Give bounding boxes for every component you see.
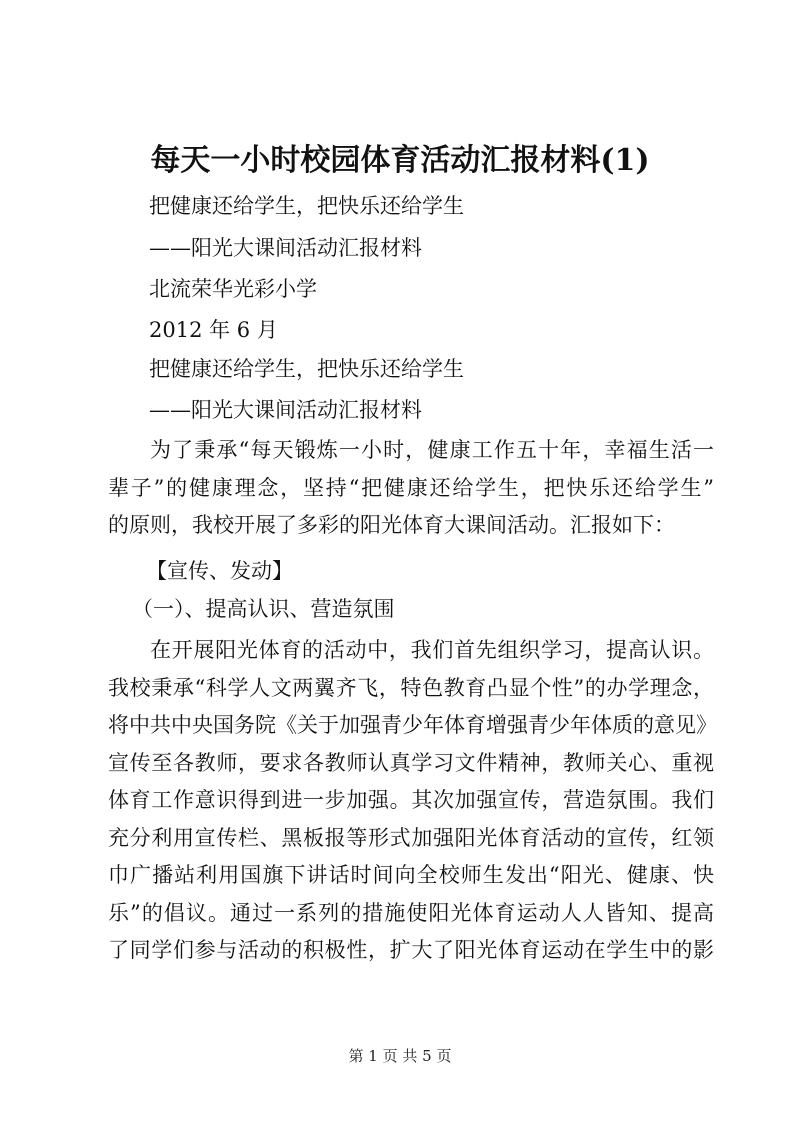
slogan-line: 把健康还给学生，把快乐还给学生	[149, 194, 464, 218]
intro-line: 为了秉承“每天锻炼一小时，健康工作五十年，幸福生活一	[150, 438, 714, 462]
body-paragraph	[108, 632, 717, 970]
body-line: 宣传至各教师，要求各教师认真学习文件精神，教师关心、重视	[108, 750, 714, 775]
intro-line: 的原则，我校开展了多彩的阳光体育大课间活动。汇报如下：	[108, 513, 675, 537]
subtitle-line: ——阳光大课间活动汇报材料	[149, 236, 422, 260]
body-line: 体育工作意识得到进一步加强。其次加强宣传，营造氛围。我们	[108, 788, 714, 812]
slogan-line-repeat: 把健康还给学生，把快乐还给学生	[149, 357, 464, 381]
intro-paragraph	[108, 432, 714, 545]
body-line: 充分利用宣传栏、黑板报等形式加强阳光体育活动的宣传，红领	[108, 825, 714, 850]
body-line: 在开展阳光体育的活动中，我们首先组织学习，提高认识。	[150, 638, 714, 662]
page-number-footer: 第 1 页 共 5 页	[348, 1047, 452, 1065]
school-name: 北流荣华光彩小学	[149, 277, 317, 301]
intro-line: 辈子”的健康理念，坚持“把健康还给学生，把快乐还给学生”	[108, 475, 714, 500]
document-date: 2012 年 6 月	[149, 318, 278, 342]
body-line: 我校秉承“科学人文两翼齐飞，特色教育凸显个性”的办学理念，	[108, 675, 714, 700]
body-line: 乐”的倡议。通过一系列的措施使阳光体育运动人人皆知、提高	[108, 900, 714, 925]
body-line: 将中共中央国务院《关于加强青少年体育增强青少年体质的意见》	[108, 713, 717, 737]
body-line: 了同学们参与活动的积极性，扩大了阳光体育运动在学生中的影	[108, 938, 714, 962]
section-heading: 【宣传、发动】	[146, 559, 293, 583]
subsection-heading: （一）、提高认识、营造氛围	[132, 597, 395, 621]
document-title: 每天一小时校园体育活动汇报材料(1)	[150, 143, 650, 178]
subtitle-line-repeat: ——阳光大课间活动汇报材料	[149, 398, 422, 422]
body-line: 巾广播站利用国旗下讲话时间向全校师生发出“阳光、健康、快	[108, 863, 714, 887]
